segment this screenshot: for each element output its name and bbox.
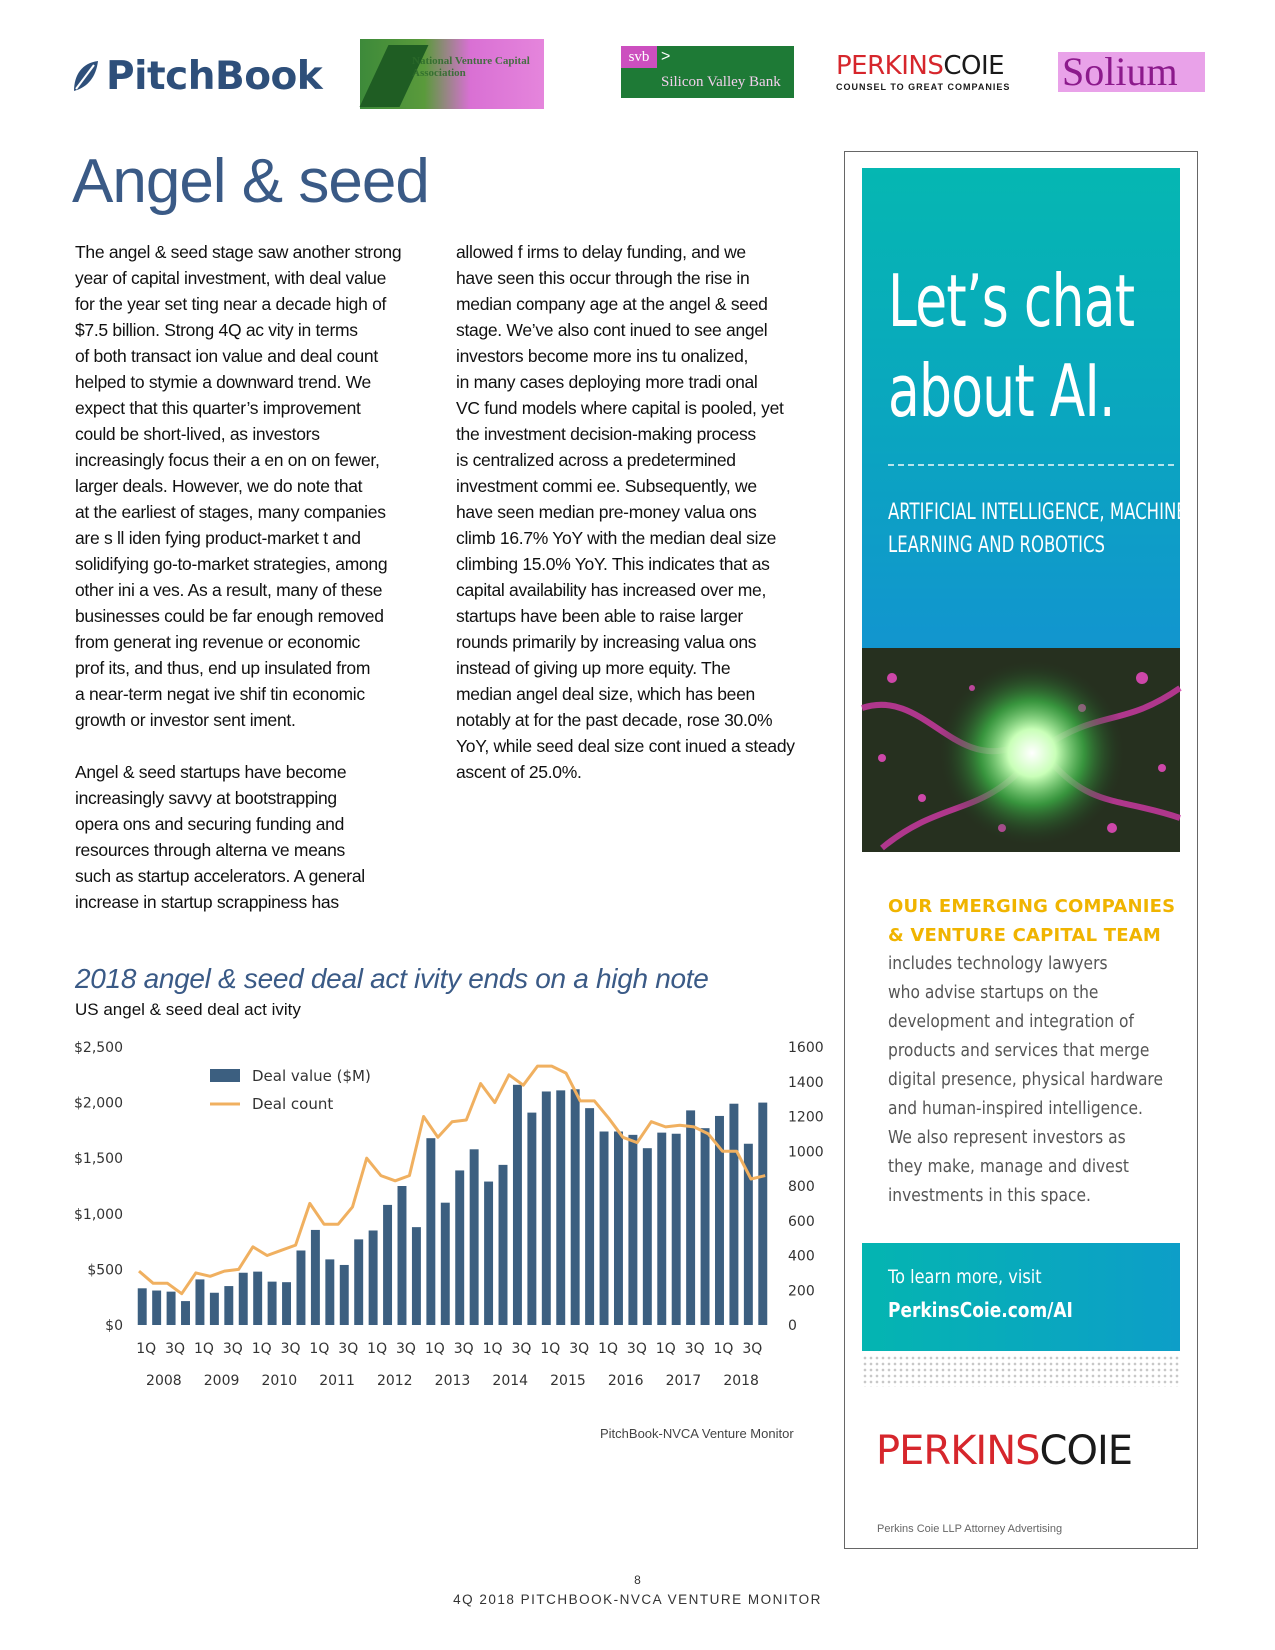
body-text-line: increasingly savvy at bootstrapping [75, 788, 337, 808]
deal-value-bar [138, 1288, 147, 1325]
x-year-label: 2014 [492, 1373, 529, 1389]
deal-value-bar [325, 1259, 334, 1325]
x-tick-label: 1Q [309, 1341, 330, 1357]
deal-value-bar [527, 1113, 536, 1325]
perkins-coie-logo [876, 1428, 1132, 1474]
deal-value-bar [657, 1133, 666, 1325]
ai-neural-image [862, 648, 1180, 852]
deal-value-bar [556, 1090, 565, 1325]
team-description-line: who advise startups on the [888, 982, 1099, 1003]
y-left-tick-label: $0 [105, 1318, 123, 1334]
body-text-line [75, 733, 430, 759]
nvca-logo [360, 39, 544, 109]
body-text-line: investors become more ins tu onalized, [456, 346, 749, 366]
deal-value-bar [311, 1230, 320, 1325]
footer-title: 4Q 2018 PITCHBOOK-NVCA VENTURE MONITOR [453, 1592, 822, 1607]
deal-value-bar [672, 1134, 681, 1325]
coie-word: COIE [943, 51, 1005, 81]
deal-value-bar [513, 1085, 522, 1325]
body-text-line: capital availability has increased over me, [456, 580, 767, 600]
deal-value-bar [441, 1203, 450, 1325]
body-text-line: year of capital investment, with deal value [75, 268, 387, 288]
x-tick-label: 1Q [482, 1341, 503, 1357]
body-text-line: such as startup accelerators. A general [75, 866, 365, 886]
coie-word: COIE [1039, 1428, 1133, 1474]
body-text-line: a near-term negat ive shif tin economic [75, 684, 365, 704]
x-year-label: 2016 [607, 1373, 644, 1389]
x-year-label: 2017 [665, 1373, 702, 1389]
solium-wordmark: Solium [1062, 49, 1178, 94]
body-text-line: prof its, and thus, end up insulated from [75, 658, 371, 678]
body-text-line: from generat ing revenue or economic [75, 632, 360, 652]
y-right-tick-label: 0 [788, 1318, 797, 1334]
team-description-line: includes technology lawyers [888, 953, 1108, 974]
body-text-line: is centralized across a predetermined [456, 450, 736, 470]
body-text-line: opera ons and securing funding and [75, 814, 345, 834]
x-tick-label: 1Q [424, 1341, 445, 1357]
x-tick-label: 3Q [626, 1341, 647, 1357]
deal-value-bar [758, 1103, 767, 1325]
x-tick-label: 3Q [165, 1341, 186, 1357]
y-right-tick-label: 1400 [788, 1074, 824, 1091]
page-title: Angel & seed [72, 147, 429, 216]
x-tick-label: 1Q [367, 1341, 388, 1357]
x-tick-label: 3Q [569, 1341, 590, 1357]
deal-value-bar [600, 1132, 609, 1325]
deal-value-bar [412, 1227, 421, 1325]
deal-count-line [139, 1066, 765, 1294]
x-year-label: 2015 [550, 1373, 586, 1389]
body-text-line: in many cases deploying more tradi onal [456, 372, 758, 392]
body-text-line: median company age at the angel & seed [456, 294, 768, 314]
y-left-tick-label: $500 [87, 1262, 123, 1279]
body-text-line: could be short-lived, as investors [75, 424, 320, 444]
svb-tag: svb [621, 46, 657, 68]
deal-value-bar [643, 1148, 652, 1325]
deal-value-bar [484, 1182, 493, 1325]
body-text-line: investment commi ee. Subsequently, we [456, 476, 757, 496]
team-description-line: We also represent investors as [888, 1127, 1126, 1148]
chart-subtitle: US angel & seed deal act ivity [75, 1000, 301, 1019]
deal-value-bar [224, 1286, 233, 1325]
deal-value-bar [686, 1110, 695, 1325]
cta-text: To learn more, visit [888, 1266, 1042, 1288]
ad-disclaimer: Perkins Coie LLP Attorney Advertising [877, 1523, 1063, 1535]
team-description-line: digital presence, physical hardware [888, 1069, 1163, 1090]
ad-subtitle-line: ARTIFICIAL INTELLIGENCE, MACHINE [888, 500, 1187, 525]
ad-heading [888, 256, 1134, 436]
cta-link[interactable]: PerkinsCoie.com/AI [888, 1298, 1073, 1322]
body-text-line: resources through alterna ve means [75, 840, 345, 860]
body-text-line: stage. We’ve also cont inued to see angel [456, 320, 768, 340]
body-text-line: solidifying go-to-market strategies, among [75, 554, 388, 574]
pitchbook-leaf-icon [70, 59, 100, 93]
perkins-coie-header-logo [836, 52, 1016, 97]
x-tick-label: 3Q [222, 1341, 243, 1357]
team-description-line: development and integration of [888, 1011, 1134, 1032]
deal-value-bar [167, 1292, 176, 1325]
body-text-line: businesses could be far enough removed [75, 606, 384, 626]
deal-value-bar [426, 1138, 435, 1325]
y-right-tick-label: 400 [788, 1248, 815, 1265]
y-right-tick-label: 1200 [788, 1109, 824, 1126]
x-tick-label: 1Q [136, 1341, 157, 1357]
deal-value-bar [369, 1230, 378, 1325]
legend-label-deal-count: Deal count [252, 1095, 334, 1113]
dot-pattern [862, 1355, 1180, 1387]
x-tick-label: 3Q [338, 1341, 359, 1357]
body-text-line: other ini a ves. As a result, many of these [75, 580, 383, 600]
body-column-left [75, 239, 430, 915]
y-right-tick-label: 800 [788, 1179, 815, 1195]
ad-subtitle [888, 496, 1187, 562]
y-left-tick-label: $2,000 [74, 1095, 123, 1112]
body-text-line: startups have been able to raise larger [456, 606, 743, 626]
body-text-line: allowed f irms to delay funding, and we [456, 242, 746, 262]
team-description-line: products and services that merge [888, 1040, 1150, 1061]
deal-value-bar [398, 1186, 407, 1325]
svb-logo [621, 46, 794, 98]
y-right-tick-label: 1600 [788, 1040, 824, 1056]
x-year-label: 2008 [146, 1373, 182, 1389]
deal-value-bar [210, 1293, 219, 1325]
team-heading-line: OUR EMERGING COMPANIES [888, 896, 1176, 917]
x-tick-label: 1Q [713, 1341, 734, 1357]
deal-value-bar [239, 1273, 248, 1325]
nvca-wordmark: National Venture Capital Association [412, 55, 530, 79]
solium-logo [1058, 49, 1205, 94]
deal-value-bar [181, 1301, 190, 1325]
body-text-line: of both transact ion value and deal count [75, 346, 378, 366]
body-text-line: for the year set ting near a decade high of [75, 294, 387, 314]
body-text-line: instead of giving up more equity. The [456, 658, 731, 678]
pitchbook-wordmark: PitchBook [106, 53, 323, 99]
page-number: 8 [634, 1573, 641, 1587]
team-description-line: investments in this space. [888, 1185, 1091, 1206]
deal-value-bar [383, 1205, 392, 1325]
deal-value-bar [195, 1279, 204, 1325]
deal-value-bar [282, 1282, 291, 1325]
body-text-line: climbing 15.0% YoY. This indicates that as [456, 554, 770, 574]
y-right-tick-label: 1000 [788, 1144, 824, 1161]
pitchbook-logo [70, 52, 322, 100]
x-year-label: 2010 [261, 1373, 298, 1389]
body-text-line: VC fund models where capital is pooled, yet [456, 398, 784, 418]
body-text-line: notably at for the past decade, rose 30.0% [456, 710, 773, 730]
deal-value-bar [340, 1265, 349, 1325]
y-left-tick-label: $2,500 [74, 1040, 123, 1056]
team-heading [888, 892, 1175, 950]
perkins-word: PERKINS [876, 1428, 1040, 1474]
deal-value-bar [470, 1149, 479, 1325]
x-tick-label: 3Q [511, 1341, 532, 1357]
team-heading-line: & VENTURE CAPITAL TEAM [888, 925, 1161, 946]
chart-source: PitchBook-NVCA Venture Monitor [600, 1426, 794, 1441]
y-right-tick-label: 200 [788, 1283, 815, 1300]
deal-value-bar [253, 1272, 262, 1325]
x-year-label: 2012 [376, 1373, 413, 1389]
x-tick-label: 1Q [655, 1341, 676, 1357]
y-left-tick-label: $1,000 [74, 1206, 123, 1223]
team-description [888, 949, 1163, 1210]
legend-label-deal-value: Deal value ($M) [252, 1067, 371, 1085]
x-tick-label: 1Q [540, 1341, 561, 1357]
body-text-line: have seen this occur through the rise in [456, 268, 750, 288]
body-text-line: $7.5 billion. Strong 4Q ac vity in terms [75, 320, 358, 340]
x-tick-label: 3Q [453, 1341, 474, 1357]
y-right-tick-label: 600 [788, 1213, 815, 1230]
body-text-line: the investment decision-making process [456, 424, 756, 444]
deal-value-bar [499, 1165, 508, 1325]
body-text-line: ascent of 25.0%. [456, 762, 582, 782]
chart-title: 2018 angel & seed deal act ivity ends on a high note [75, 963, 709, 994]
svb-wordmark: Silicon Valley Bank [661, 74, 781, 90]
deal-value-bar [296, 1250, 305, 1325]
body-text-line: growth or investor sent iment. [75, 710, 296, 730]
perkins-word: PERKINS [836, 51, 944, 81]
ad-heading-line: about AI. [888, 349, 1115, 433]
body-text-line: are s ll iden fying product-market t and [75, 528, 361, 548]
perkins-coie-wordmark [836, 52, 1016, 80]
body-text-line: The angel & seed stage saw another strong [75, 242, 402, 262]
deal-value-bar [729, 1104, 738, 1325]
x-year-label: 2009 [203, 1373, 240, 1389]
x-year-label: 2018 [723, 1373, 759, 1389]
team-description-line: they make, manage and divest [888, 1156, 1129, 1177]
body-column-right [456, 239, 821, 785]
deal-value-bar [152, 1291, 161, 1325]
body-text-line: have seen median pre-money valua ons [456, 502, 757, 522]
x-year-label: 2013 [434, 1373, 471, 1389]
x-tick-label: 3Q [280, 1341, 301, 1357]
deal-value-bar [701, 1128, 710, 1325]
deal-value-bar [354, 1239, 363, 1325]
deal-value-bar [268, 1282, 277, 1325]
body-text-line: rounds primarily by increasing valua ons [456, 632, 757, 652]
body-text-line: increasingly focus their a en on on fewer, [75, 450, 380, 470]
body-text-line: helped to stymie a downward trend. We [75, 372, 371, 392]
deal-value-bar [542, 1091, 551, 1325]
chevron-right-icon: > [661, 48, 671, 65]
body-text-line: YoY, while seed deal size cont inued a steady [456, 736, 795, 756]
x-tick-label: 1Q [193, 1341, 214, 1357]
ad-subtitle-line: LEARNING AND ROBOTICS [888, 533, 1105, 558]
body-text-line: at the earliest of stages, many companies [75, 502, 386, 522]
deal-activity-chart [60, 1035, 824, 1425]
body-text-line: median angel deal size, which has been [456, 684, 755, 704]
deal-value-bar [614, 1132, 623, 1325]
x-tick-label: 1Q [598, 1341, 619, 1357]
perkins-coie-tagline: COUNSEL TO GREAT COMPANIES [836, 82, 1011, 92]
body-text-line: increase in startup scrappiness has [75, 892, 339, 912]
x-year-label: 2011 [319, 1373, 355, 1389]
x-tick-label: 3Q [396, 1341, 416, 1357]
body-text-line: climb 16.7% YoY with the median deal size [456, 528, 777, 548]
x-tick-label: 3Q [684, 1341, 705, 1357]
body-text-line: larger deals. However, we do note that [75, 476, 363, 496]
ad-divider [888, 464, 1174, 466]
x-tick-label: 3Q [742, 1341, 763, 1357]
deal-value-bar [628, 1135, 637, 1325]
x-tick-label: 1Q [251, 1341, 272, 1357]
legend-swatch-deal-value [210, 1069, 240, 1082]
deal-value-bar [585, 1108, 594, 1325]
ad-heading-line: Let’s chat [888, 259, 1135, 343]
deal-value-bar [571, 1089, 580, 1325]
cta-box [862, 1243, 1180, 1351]
team-description-line: and human-inspired intelligence. [888, 1098, 1143, 1119]
y-left-tick-label: $1,500 [74, 1151, 123, 1168]
deal-value-bar [455, 1170, 464, 1325]
body-text-line: expect that this quarter’s improvement [75, 398, 361, 418]
body-text-line: Angel & seed startups have become [75, 762, 347, 782]
